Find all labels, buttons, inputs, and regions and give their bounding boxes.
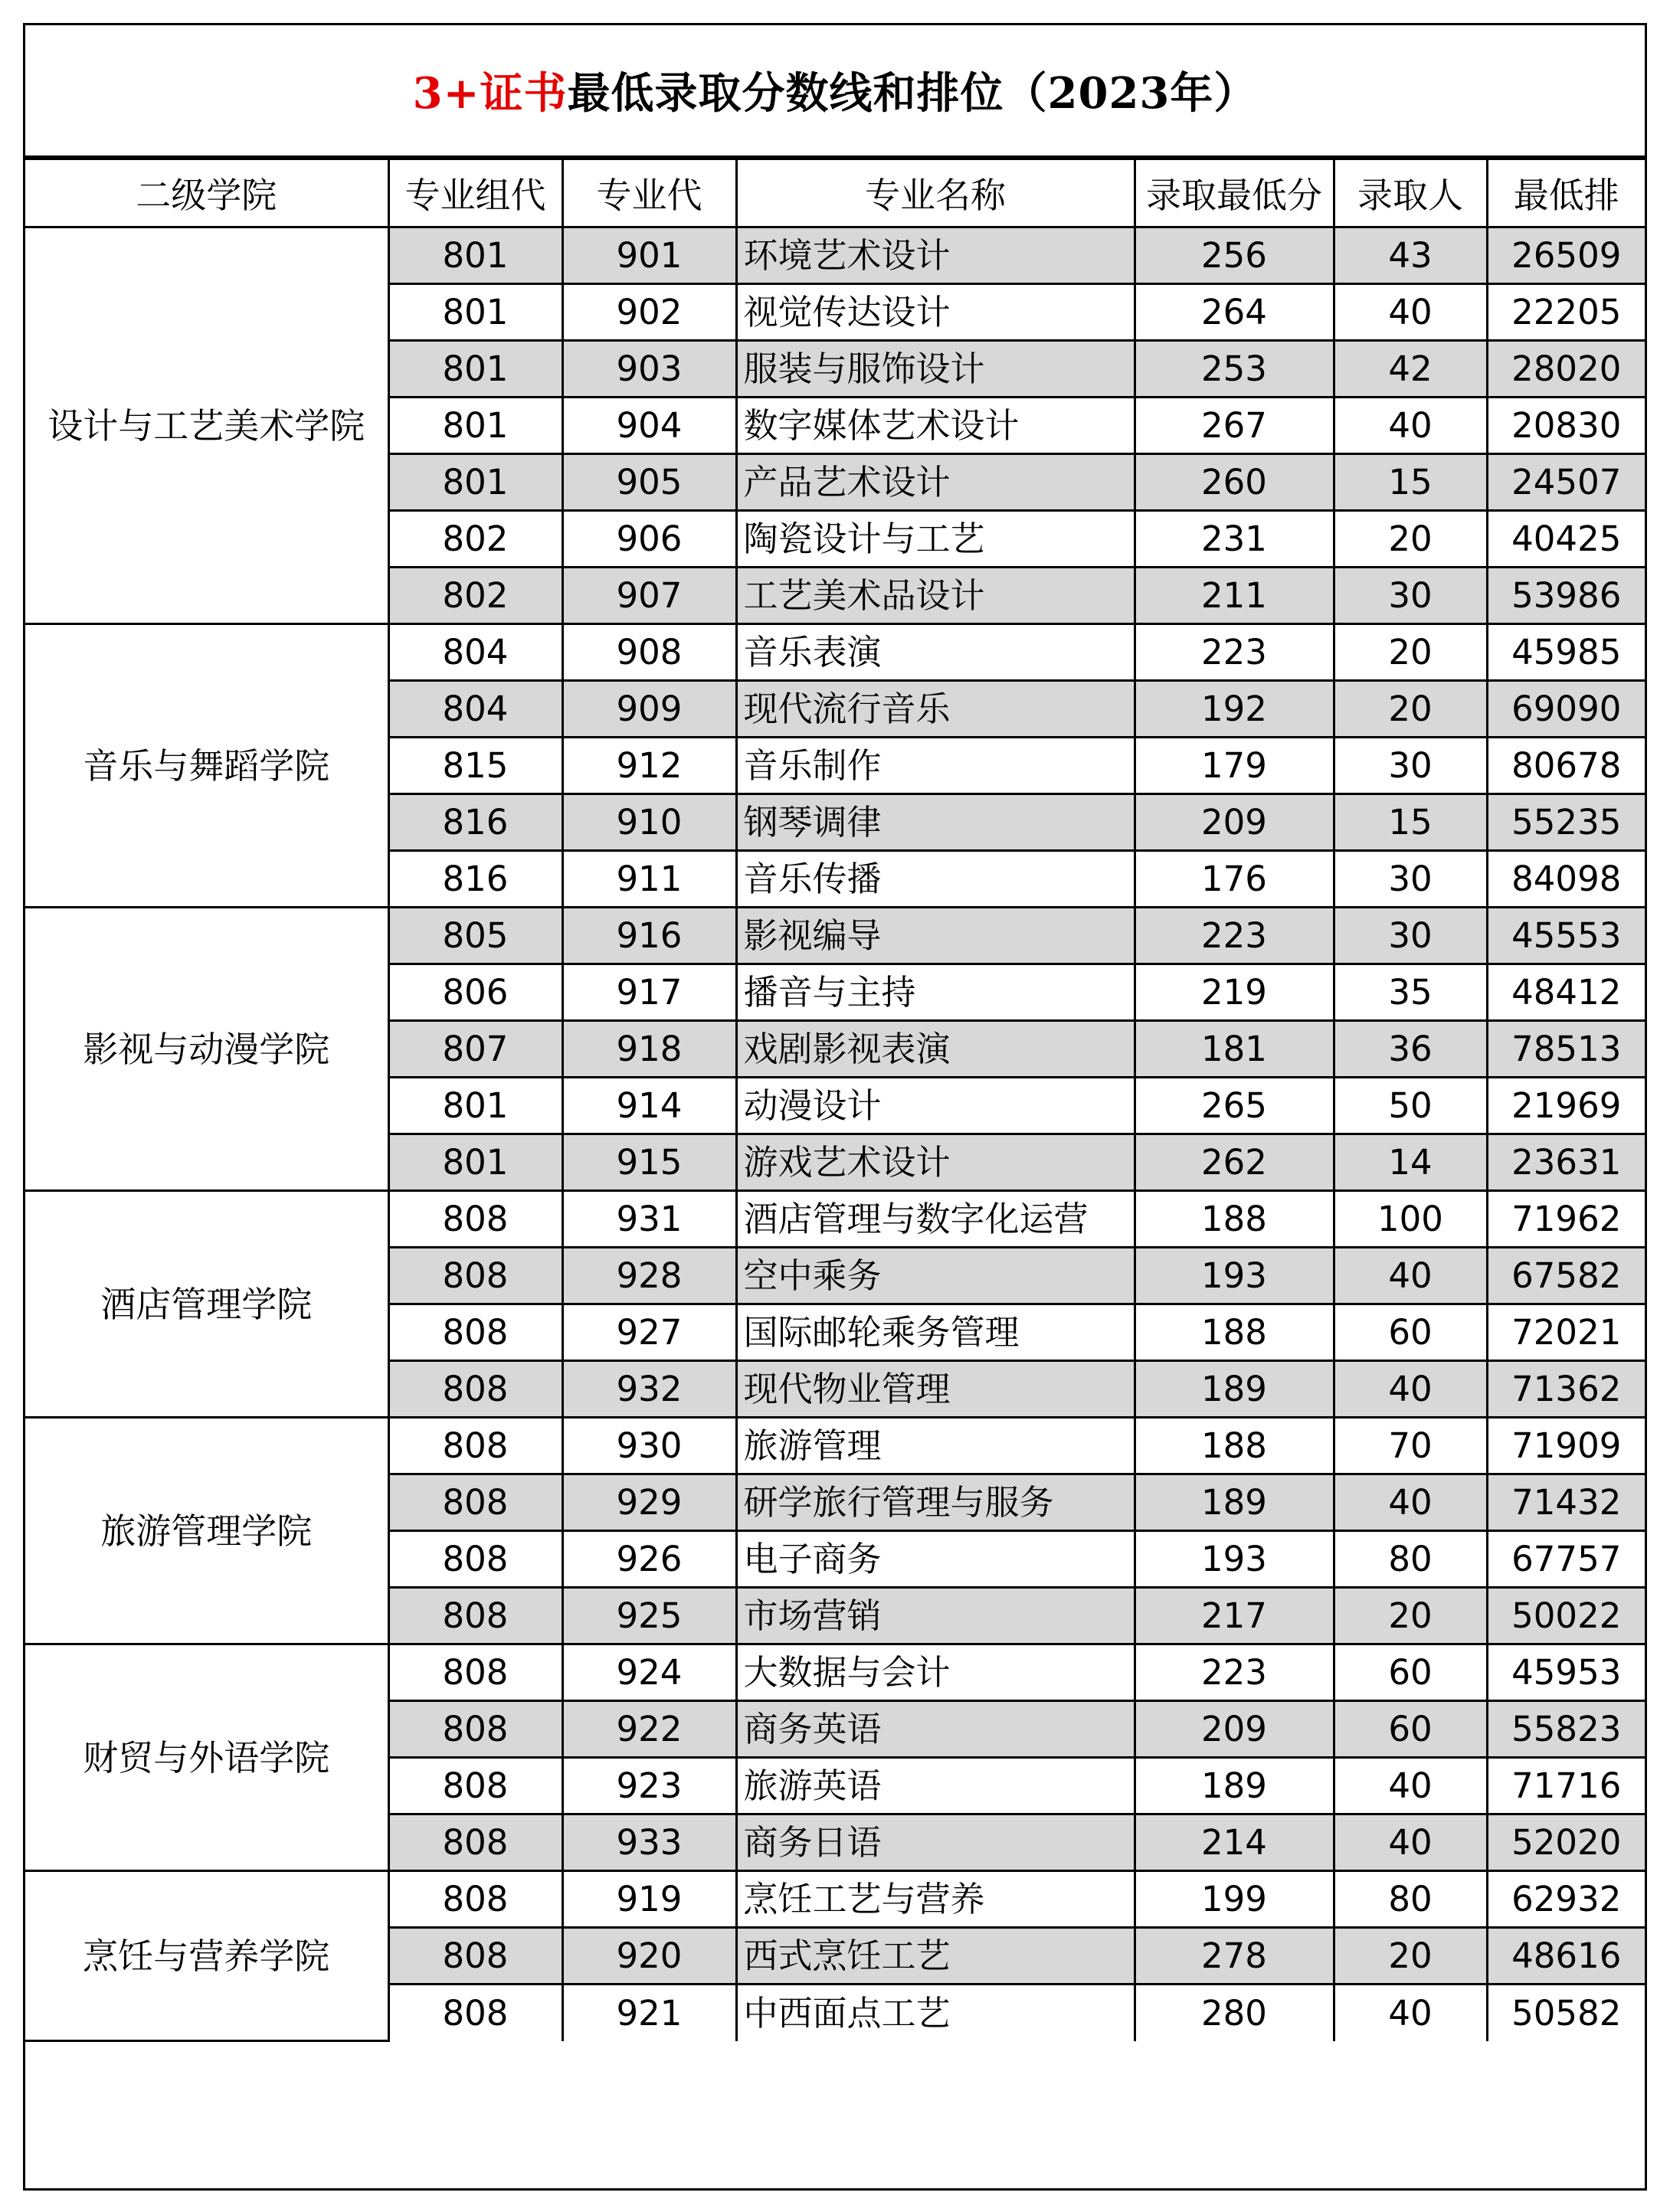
min-rank-cell: 80678 (1487, 738, 1645, 794)
header-major-code: 专业代 (562, 159, 736, 227)
college-name-cell: 财贸与外语学院 (25, 1644, 388, 1871)
group-code-cell: 808 (388, 1191, 562, 1248)
group-code-cell: 816 (388, 794, 562, 851)
major-code-cell: 921 (562, 1985, 736, 2041)
major-name-cell: 商务日语 (736, 1814, 1135, 1871)
min-score-cell: 181 (1135, 1021, 1334, 1078)
major-code-cell: 917 (562, 964, 736, 1021)
major-code-cell: 929 (562, 1474, 736, 1531)
major-name-cell: 音乐传播 (736, 851, 1135, 908)
major-code-cell: 930 (562, 1418, 736, 1474)
major-name-cell: 现代物业管理 (736, 1361, 1135, 1418)
min-rank-cell: 71362 (1487, 1361, 1645, 1418)
major-code-cell: 922 (562, 1701, 736, 1758)
group-code-cell: 801 (388, 341, 562, 398)
group-code-cell: 808 (388, 1418, 562, 1474)
min-rank-cell: 84098 (1487, 851, 1645, 908)
admitted-cell: 40 (1334, 398, 1487, 454)
major-name-cell: 服装与服饰设计 (736, 341, 1135, 398)
college-name-cell: 烹饪与营养学院 (25, 1871, 388, 2041)
group-code-cell: 801 (388, 398, 562, 454)
college-name-cell: 设计与工艺美术学院 (25, 227, 388, 624)
major-name-cell: 工艺美术品设计 (736, 568, 1135, 624)
min-rank-cell: 72021 (1487, 1304, 1645, 1361)
group-code-cell: 808 (388, 1588, 562, 1644)
admitted-cell: 80 (1334, 1871, 1487, 1928)
major-code-cell: 906 (562, 511, 736, 568)
major-code-cell: 903 (562, 341, 736, 398)
college-name-cell: 音乐与舞蹈学院 (25, 624, 388, 908)
major-code-cell: 925 (562, 1588, 736, 1644)
min-rank-cell: 71962 (1487, 1191, 1645, 1248)
admitted-cell: 30 (1334, 908, 1487, 964)
major-name-cell: 视觉传达设计 (736, 284, 1135, 341)
header-college: 二级学院 (25, 159, 388, 227)
header-group-code: 专业组代 (388, 159, 562, 227)
min-rank-cell: 69090 (1487, 681, 1645, 738)
header-major-name: 专业名称 (736, 159, 1135, 227)
header-admitted: 录取人 (1334, 159, 1487, 227)
major-name-cell: 中西面点工艺 (736, 1985, 1135, 2041)
major-name-cell: 旅游英语 (736, 1758, 1135, 1814)
min-rank-cell: 45953 (1487, 1644, 1645, 1701)
min-rank-cell: 45985 (1487, 624, 1645, 681)
major-code-cell: 911 (562, 851, 736, 908)
major-code-cell: 912 (562, 738, 736, 794)
min-rank-cell: 50582 (1487, 1985, 1645, 2041)
admitted-cell: 42 (1334, 341, 1487, 398)
admitted-cell: 43 (1334, 227, 1487, 284)
major-name-cell: 酒店管理与数字化运营 (736, 1191, 1135, 1248)
admitted-cell: 35 (1334, 964, 1487, 1021)
major-code-cell: 904 (562, 398, 736, 454)
major-name-cell: 游戏艺术设计 (736, 1134, 1135, 1191)
min-score-cell: 188 (1135, 1191, 1334, 1248)
min-score-cell: 260 (1135, 454, 1334, 511)
min-score-cell: 176 (1135, 851, 1334, 908)
major-code-cell: 918 (562, 1021, 736, 1078)
admitted-cell: 40 (1334, 1758, 1487, 1814)
admitted-cell: 14 (1334, 1134, 1487, 1191)
min-rank-cell: 22205 (1487, 284, 1645, 341)
group-code-cell: 808 (388, 1814, 562, 1871)
min-rank-cell: 78513 (1487, 1021, 1645, 1078)
header-min-rank: 最低排 (1487, 159, 1645, 227)
college-name-cell: 旅游管理学院 (25, 1418, 388, 1644)
title-highlight: 3+证书 (412, 68, 568, 119)
min-score-cell: 189 (1135, 1474, 1334, 1531)
min-rank-cell: 67582 (1487, 1248, 1645, 1304)
major-code-cell: 905 (562, 454, 736, 511)
min-rank-cell: 48616 (1487, 1928, 1645, 1985)
group-code-cell: 808 (388, 1361, 562, 1418)
major-code-cell: 907 (562, 568, 736, 624)
major-code-cell: 902 (562, 284, 736, 341)
admitted-cell: 100 (1334, 1191, 1487, 1248)
group-code-cell: 802 (388, 568, 562, 624)
admitted-cell: 40 (1334, 1248, 1487, 1304)
admitted-cell: 40 (1334, 1361, 1487, 1418)
min-score-cell: 192 (1135, 681, 1334, 738)
min-score-cell: 209 (1135, 1701, 1334, 1758)
major-name-cell: 戏剧影视表演 (736, 1021, 1135, 1078)
major-name-cell: 大数据与会计 (736, 1644, 1135, 1701)
min-score-cell: 223 (1135, 908, 1334, 964)
major-code-cell: 924 (562, 1644, 736, 1701)
group-code-cell: 801 (388, 1134, 562, 1191)
admitted-cell: 40 (1334, 1474, 1487, 1531)
min-rank-cell: 21969 (1487, 1078, 1645, 1134)
min-score-cell: 179 (1135, 738, 1334, 794)
table-row (25, 908, 1645, 964)
major-code-cell: 920 (562, 1928, 736, 1985)
table-row (25, 1644, 1645, 1701)
min-score-cell: 217 (1135, 1588, 1334, 1644)
group-code-cell: 802 (388, 511, 562, 568)
admitted-cell: 20 (1334, 1588, 1487, 1644)
group-code-cell: 808 (388, 1985, 562, 2041)
major-name-cell: 音乐制作 (736, 738, 1135, 794)
min-score-cell: 256 (1135, 227, 1334, 284)
min-score-cell: 193 (1135, 1248, 1334, 1304)
table-row (25, 1191, 1645, 1248)
min-score-cell: 265 (1135, 1078, 1334, 1134)
min-score-cell: 278 (1135, 1928, 1334, 1985)
min-score-cell: 280 (1135, 1985, 1334, 2041)
min-score-cell: 264 (1135, 284, 1334, 341)
major-name-cell: 旅游管理 (736, 1418, 1135, 1474)
admitted-cell: 40 (1334, 284, 1487, 341)
min-rank-cell: 26509 (1487, 227, 1645, 284)
title-box (25, 25, 1645, 158)
major-name-cell: 影视编导 (736, 908, 1135, 964)
min-score-cell: 253 (1135, 341, 1334, 398)
major-code-cell: 916 (562, 908, 736, 964)
group-code-cell: 808 (388, 1871, 562, 1928)
min-score-cell: 188 (1135, 1304, 1334, 1361)
group-code-cell: 808 (388, 1248, 562, 1304)
min-score-cell: 262 (1135, 1134, 1334, 1191)
admitted-cell: 15 (1334, 794, 1487, 851)
min-rank-cell: 55235 (1487, 794, 1645, 851)
min-score-cell: 214 (1135, 1814, 1334, 1871)
group-code-cell: 808 (388, 1644, 562, 1701)
major-code-cell: 915 (562, 1134, 736, 1191)
group-code-cell: 815 (388, 738, 562, 794)
admitted-cell: 20 (1334, 681, 1487, 738)
major-code-cell: 910 (562, 794, 736, 851)
major-code-cell: 927 (562, 1304, 736, 1361)
min-rank-cell: 71909 (1487, 1418, 1645, 1474)
group-code-cell: 801 (388, 227, 562, 284)
admitted-cell: 30 (1334, 568, 1487, 624)
group-code-cell: 806 (388, 964, 562, 1021)
admitted-cell: 40 (1334, 1985, 1487, 2041)
min-rank-cell: 48412 (1487, 964, 1645, 1021)
min-rank-cell: 28020 (1487, 341, 1645, 398)
major-name-cell: 国际邮轮乘务管理 (736, 1304, 1135, 1361)
min-score-cell: 189 (1135, 1758, 1334, 1814)
table-row (25, 227, 1645, 284)
admitted-cell: 30 (1334, 738, 1487, 794)
major-code-cell: 909 (562, 681, 736, 738)
min-score-cell: 189 (1135, 1361, 1334, 1418)
admitted-cell: 15 (1334, 454, 1487, 511)
major-name-cell: 研学旅行管理与服务 (736, 1474, 1135, 1531)
group-code-cell: 808 (388, 1304, 562, 1361)
group-code-cell: 804 (388, 624, 562, 681)
table-body (25, 227, 1645, 2041)
major-code-cell: 919 (562, 1871, 736, 1928)
title-rest: 最低录取分数线和排位（2023年） (567, 68, 1258, 119)
admitted-cell: 60 (1334, 1701, 1487, 1758)
major-name-cell: 音乐表演 (736, 624, 1135, 681)
min-rank-cell: 20830 (1487, 398, 1645, 454)
admitted-cell: 50 (1334, 1078, 1487, 1134)
college-name-cell: 酒店管理学院 (25, 1191, 388, 1418)
admitted-cell: 60 (1334, 1644, 1487, 1701)
major-name-cell: 产品艺术设计 (736, 454, 1135, 511)
min-rank-cell: 67757 (1487, 1531, 1645, 1588)
table-row (25, 1871, 1645, 1928)
min-score-cell: 219 (1135, 964, 1334, 1021)
major-name-cell: 播音与主持 (736, 964, 1135, 1021)
group-code-cell: 804 (388, 681, 562, 738)
admitted-cell: 20 (1334, 511, 1487, 568)
group-code-cell: 808 (388, 1531, 562, 1588)
major-name-cell: 环境艺术设计 (736, 227, 1135, 284)
major-name-cell: 烹饪工艺与营养 (736, 1871, 1135, 1928)
group-code-cell: 808 (388, 1928, 562, 1985)
min-rank-cell: 45553 (1487, 908, 1645, 964)
page-title (413, 60, 1258, 121)
major-code-cell: 926 (562, 1531, 736, 1588)
major-code-cell: 928 (562, 1248, 736, 1304)
major-name-cell: 市场营销 (736, 1588, 1135, 1644)
min-rank-cell: 50022 (1487, 1588, 1645, 1644)
major-code-cell: 908 (562, 624, 736, 681)
major-code-cell: 933 (562, 1814, 736, 1871)
major-code-cell: 914 (562, 1078, 736, 1134)
min-rank-cell: 55823 (1487, 1701, 1645, 1758)
major-code-cell: 932 (562, 1361, 736, 1418)
major-name-cell: 陶瓷设计与工艺 (736, 511, 1135, 568)
min-rank-cell: 52020 (1487, 1814, 1645, 1871)
group-code-cell: 801 (388, 284, 562, 341)
major-name-cell: 动漫设计 (736, 1078, 1135, 1134)
major-name-cell: 电子商务 (736, 1531, 1135, 1588)
min-rank-cell: 62932 (1487, 1871, 1645, 1928)
admitted-cell: 20 (1334, 624, 1487, 681)
admitted-cell: 30 (1334, 851, 1487, 908)
major-code-cell: 931 (562, 1191, 736, 1248)
min-score-cell: 231 (1135, 511, 1334, 568)
major-name-cell: 西式烹饪工艺 (736, 1928, 1135, 1985)
admitted-cell: 20 (1334, 1928, 1487, 1985)
major-name-cell: 空中乘务 (736, 1248, 1135, 1304)
min-score-cell: 193 (1135, 1531, 1334, 1588)
group-code-cell: 808 (388, 1701, 562, 1758)
table-row (25, 1418, 1645, 1474)
group-code-cell: 808 (388, 1474, 562, 1531)
major-name-cell: 数字媒体艺术设计 (736, 398, 1135, 454)
min-rank-cell: 40425 (1487, 511, 1645, 568)
header-row (25, 159, 1645, 227)
major-name-cell: 现代流行音乐 (736, 681, 1135, 738)
min-rank-cell: 71716 (1487, 1758, 1645, 1814)
min-score-cell: 223 (1135, 624, 1334, 681)
admitted-cell: 36 (1334, 1021, 1487, 1078)
group-code-cell: 816 (388, 851, 562, 908)
min-score-cell: 211 (1135, 568, 1334, 624)
header-min-score: 录取最低分 (1135, 159, 1334, 227)
admitted-cell: 60 (1334, 1304, 1487, 1361)
min-rank-cell: 71432 (1487, 1474, 1645, 1531)
group-code-cell: 807 (388, 1021, 562, 1078)
group-code-cell: 805 (388, 908, 562, 964)
admitted-cell: 80 (1334, 1531, 1487, 1588)
min-rank-cell: 53986 (1487, 568, 1645, 624)
admitted-cell: 40 (1334, 1814, 1487, 1871)
group-code-cell: 808 (388, 1758, 562, 1814)
major-name-cell: 商务英语 (736, 1701, 1135, 1758)
min-score-cell: 267 (1135, 398, 1334, 454)
min-score-cell: 199 (1135, 1871, 1334, 1928)
group-code-cell: 801 (388, 454, 562, 511)
admission-table (25, 158, 1645, 2042)
major-code-cell: 901 (562, 227, 736, 284)
min-score-cell: 188 (1135, 1418, 1334, 1474)
min-score-cell: 223 (1135, 1644, 1334, 1701)
major-code-cell: 923 (562, 1758, 736, 1814)
major-name-cell: 钢琴调律 (736, 794, 1135, 851)
college-name-cell: 影视与动漫学院 (25, 908, 388, 1191)
table-row (25, 624, 1645, 681)
min-rank-cell: 23631 (1487, 1134, 1645, 1191)
admission-table-sheet (23, 23, 1647, 2191)
min-rank-cell: 24507 (1487, 454, 1645, 511)
admitted-cell: 70 (1334, 1418, 1487, 1474)
group-code-cell: 801 (388, 1078, 562, 1134)
min-score-cell: 209 (1135, 794, 1334, 851)
